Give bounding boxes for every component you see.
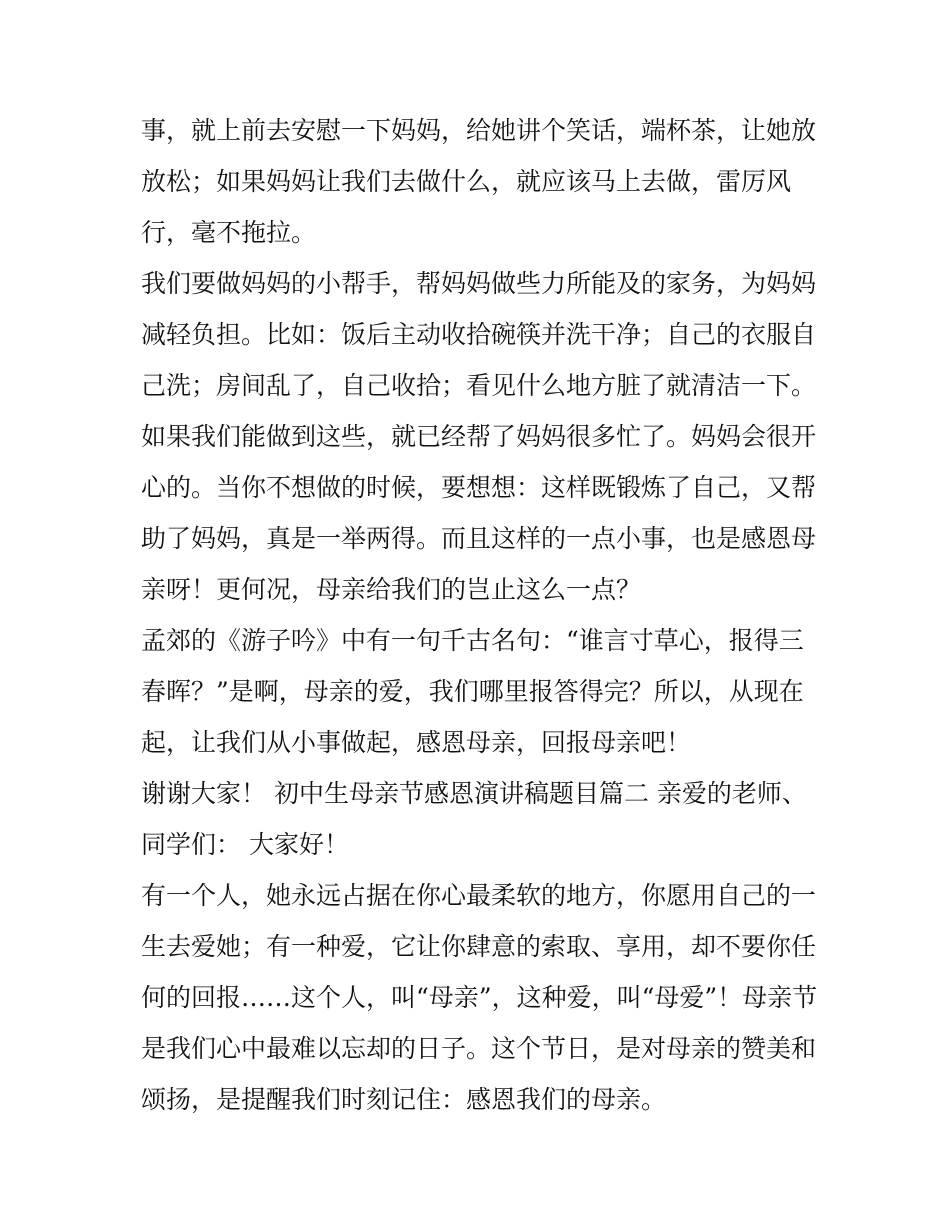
text-line: 春晖？”是啊，母亲的爱，我们哪里报答得完？所以，从现在 xyxy=(141,677,804,706)
document-body xyxy=(141,105,821,1125)
text-line: 行，毫不拖拉。 xyxy=(141,218,317,247)
text-line: 有一个人，她永远占据在你心最柔软的地方，你愿用自己的一 xyxy=(141,881,817,910)
text-line: 孟郊的《游子吟》中有一句千古名句：“谁言寸草心，报得三 xyxy=(141,626,804,655)
text-line: 己洗；房间乱了，自己收拾；看见什么地方脏了就清洁一下。 xyxy=(141,371,817,400)
text-line: 减轻负担。比如：饭后主动收拾碗筷并洗干净；自己的衣服自 xyxy=(141,320,817,349)
text-line: 放松；如果妈妈让我们去做什么，就应该马上去做，雷厉风 xyxy=(141,167,792,196)
text-line: 生去爱她；有一种爱，它让你肆意的索取、享用，却不要你任 xyxy=(141,932,817,961)
text-line: 如果我们能做到这些，就已经帮了妈妈很多忙了。妈妈会很开 xyxy=(141,422,817,451)
text-line: 我们要做妈妈的小帮手，帮妈妈做些力所能及的家务，为妈妈 xyxy=(141,269,817,298)
text-line: 事，就上前去安慰一下妈妈，给她讲个笑话，端杯茶，让她放 xyxy=(141,116,817,145)
text-line: 起，让我们从小事做起，感恩母亲，回报母亲吧！ xyxy=(141,728,692,757)
text-line: 谢谢大家！ 初中生母亲节感恩演讲稿题目篇二 亲爱的老师、 xyxy=(141,779,807,808)
text-line: 颂扬，是提醒我们时刻记住：感恩我们的母亲。 xyxy=(141,1085,667,1114)
text-line: 亲呀！更何况，母亲给我们的岂止这么一点？ xyxy=(141,575,642,604)
text-line: 同学们： 大家好！ xyxy=(141,830,349,859)
text-line: 何的回报……这个人，叫“母亲”，这种爱，叫“母爱”！母亲节 xyxy=(141,983,818,1012)
text-line: 助了妈妈，真是一举两得。而且这样的一点小事，也是感恩母 xyxy=(141,524,817,553)
text-line: 是我们心中最难以忘却的日子。这个节日，是对母亲的赞美和 xyxy=(141,1034,817,1063)
text-line: 心的。当你不想做的时候，要想想：这样既锻炼了自己，又帮 xyxy=(141,473,817,502)
